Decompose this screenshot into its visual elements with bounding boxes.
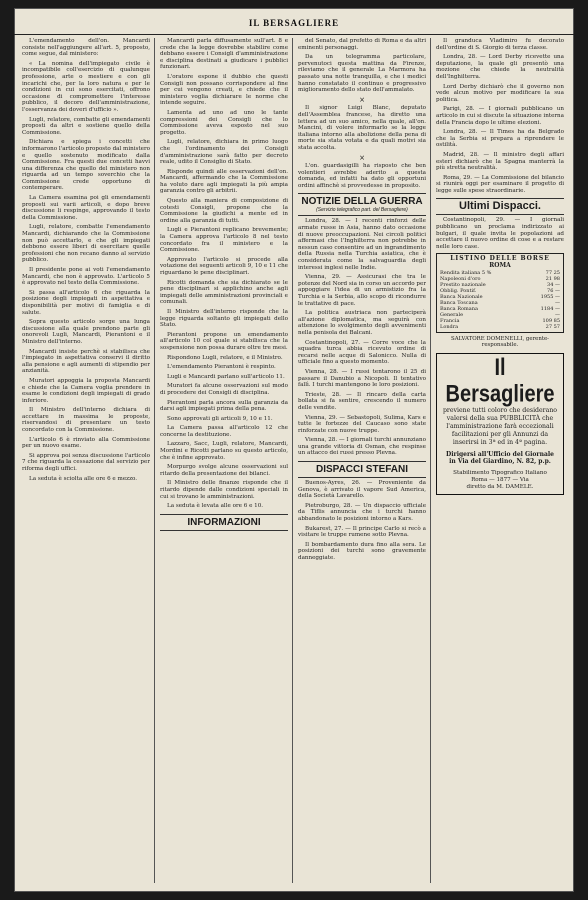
- stock-name: Obblig. Pontif.: [440, 287, 477, 294]
- article-paragraph: La Camera passa all'articolo 12 che concerne la destituzione.: [160, 425, 288, 438]
- article-paragraph: Costantinopoli, 27. — Corre voce che la squadra turca abbia ricevuto ordine di recarsi nelle acque di Salonicco. Nulla di ufficiale fino a questo momento.: [298, 339, 426, 366]
- article-paragraph: Londra, 28. — Lord Derby ricevette una deputazione, la quale gli presentò una mozione che chiede la neutralità dell'Inghilterra.: [436, 54, 564, 80]
- advertisement-box: [436, 353, 564, 495]
- article-paragraph: Il Ministro dell'interno dichiara di accettare in massima le proposte, riservandosi di presentare un testo concordato con la Commissione.: [22, 407, 150, 434]
- article-paragraph: Lugli e Pierantoni replicano brevemente; la Camera approva l'articolo 8 nel testo concordato fra il ministero e la Commissione.: [160, 227, 288, 254]
- article-paragraph: Pierantoni propone un emendamento all'articolo 10 col quale si stabilisca che la sospensione non possa durare oltre tre mesi.: [160, 331, 288, 351]
- article-paragraph: La Camera esamina poi gli emendamenti proposti sui varii articoli, e dopo breve discussione li respinge, approvando il testo della Commissione.: [22, 195, 150, 221]
- separator-cross: ×: [359, 95, 365, 104]
- article-paragraph: Pietroburgo, 28. — Un dispaccio ufficiale da Tiflis annuncia che i turchi hanno abbandonato le posizioni intorno a Kars.: [298, 502, 426, 523]
- article-paragraph: « La nomina dell'impiegato civile è incompatibile coll'esercizio di qualunque professione, arte o mestiere e con gli incarichi che, per la loro natura e per le condizioni in cui sono esercitati, offrono occasione di compromettere l'interesse pubblico, il decoro dell'amministrazione, l'osservanza dei doveri d'ufficio ».: [22, 60, 150, 113]
- article-paragraph: L'emendamento Pierantoni è respinto.: [167, 364, 276, 371]
- article-paragraph: L'on. guardasigilli ha risposto che ben volentieri avrebbe aderito a questa domanda, ed infatti ha dato gli opportuni ordini affinchè si provvedesse in proposito.: [298, 163, 426, 189]
- article-paragraph: Lazzaro, Sacc, Lugli, relatore, Mancardi, Mordini e Ricotti parlano su questo articolo, che è infine approvato.: [160, 441, 288, 461]
- article-paragraph: Mancardi insiste perchè si stabilisca che l'impiegato in aspettativa conservi il diritto alla pensione e agli aumenti di stipendio per anzianità.: [22, 348, 150, 375]
- article-paragraph: Vienna, 29. — Sebastopoli, Sulima, Kars e tutte le fortezze del Caucaso sono state rinforzate con nuove truppe.: [298, 414, 426, 434]
- article-paragraph: Lugli, relatore, dichiara in primo luogo che l'ordinamento dei Consigli d'amministrazione sarà fatto per decreto reale, udito il Consiglio di Stato.: [160, 139, 288, 166]
- article-paragraph: Il signor Luigi Blanc, deputato dell'Assemblea francese, ha diretto una lettera ad un suo amico, nella quale, all'on. Mancini, di volere informarlo se la legge italiana intorno alla abolizione della pena di morte sia stata votata e da quali motivi sia stata accolta.: [298, 105, 426, 151]
- article-paragraph: Madrid, 28. — Il ministro degli affari esteri dichiarò che la Spagna manterrà la più stretta neutralità.: [436, 151, 564, 172]
- article-paragraph: Muratori appoggia la proposta Mancardi e chiede che la Camera voglia prendere in esame le condizioni degli impiegati di grado inferiore.: [22, 377, 150, 404]
- article-paragraph: Londra, 28. — I recenti rinforzi delle armate russe in Asia, hanno dato occasione di nuove preoccupazioni. Nei circoli politici affermasi che l'Inghilterra non potrebbe in nessun caso consentire ad un ingrandimento della Russia nella Turchia asiatica, che è considerata come la salvaguardia degli interessi inglesi nelle Indie.: [298, 218, 426, 271]
- ad-line: valersi della sua PUBBLICITÀ che: [446, 414, 554, 422]
- article-paragraph: Lugli e Mancardi parlano sull'articolo 11.: [167, 373, 285, 380]
- article-paragraph: Sopra questo articolo sorge una lunga discussione alla quale prendono parte gli onorevoli Lugli, Mancardi, Pierantoni e il Ministro dell'interno.: [22, 319, 150, 345]
- article-paragraph: Vienna, 28. — I giornali turchi annunziano una grande vittoria di Osman, che respinse un attacco dei russi presso Plevna.: [298, 437, 426, 457]
- stock-table: [440, 270, 560, 330]
- gerente-signature: SALVATORE DOMENELLI, gerente-responsabile.: [451, 335, 549, 349]
- column-rule: [430, 38, 431, 883]
- article-paragraph: Dichiara e spiega i concetti che informarono l'articolo proposto dal ministero e quello sostenuto modificato dalla Commissione. Fra questi due concetti havvi una differenza che quello del ministero non riguarda ad un tempo soverchio che la Commissione crede opportuno di contemperare.: [22, 139, 150, 192]
- article-paragraph: Sono approvati gli articoli 9, 10 e 11.: [167, 415, 273, 422]
- article-paragraph: Approvato l'articolo si procede alla votazione dei seguenti articoli 9, 10 e 11 che riguardano le pene disciplinari.: [160, 256, 288, 276]
- article-paragraph: del Senato, dal prefetto di Roma e da altri eminenti personaggi.: [298, 38, 426, 51]
- stock-value: 1184 —: [540, 305, 560, 312]
- ad-line: l'amministrazione farà eccezionali: [446, 422, 554, 430]
- column-1: [22, 38, 150, 485]
- stock-name: Francia: [440, 317, 460, 324]
- stock-name: Generale: [440, 311, 464, 318]
- article-paragraph: Il granduca Vladimiro fu decorato dell'ordine di S. Giorgio di terza classe.: [436, 38, 564, 51]
- ad-line: facilitazioni per gli Annunzi da: [451, 430, 549, 438]
- stock-value: —: [555, 311, 560, 318]
- ad-line: previene tutti coloro che desiderano: [442, 406, 558, 414]
- ultimi-dispacci-text: Costantinopoli, 29. — I giornali pubblicano un proclama indirizzato ai bulgari, il quale invita le popolazioni ad accettare il nuovo ordine di cose e a restare nelle loro case.: [436, 217, 564, 250]
- stock-listing-title: LISTINO DELLE BORSE: [450, 255, 550, 263]
- war-news-heading: [298, 193, 426, 216]
- article-paragraph: La seduta è sciolta alle ore 6 e mezzo.: [29, 475, 138, 482]
- ad-dir-line: in Via del Giardino, N. 82, p.p.: [449, 458, 551, 466]
- ad-title: Il Bersagliere: [445, 354, 555, 408]
- article-paragraph: L'articolo 6 è rinviato alla Commissione per un nuovo esame.: [22, 436, 150, 450]
- article-paragraph: Bukarest, 27. — Il principe Carlo si recò a visitare le truppe rumene sotto Plevna.: [298, 525, 426, 539]
- article-paragraph: Trieste, 28. — Il rincaro della carta bollata si fa sentire, crescendo il numero delle vendite.: [298, 391, 426, 411]
- war-news-title: NOTIZIE DELLA GUERRA: [301, 196, 423, 208]
- stock-name: Prestito nazionale: [440, 281, 486, 288]
- ad-dir-line: Dirigersi all'Ufficio del Giornale: [446, 450, 554, 458]
- ad-printer: [440, 470, 560, 491]
- stock-value: 109 85: [542, 317, 560, 324]
- article-paragraph: Si approva poi senza discussione l'articolo 7 che riguarda la cessazione dal servizio per riforma degli uffici.: [22, 452, 150, 473]
- informazioni-heading: INFORMAZIONI: [160, 514, 288, 531]
- war-news-subtitle: (Servizio telegrafico part. del Bersagliere): [316, 207, 408, 214]
- article-paragraph: Lugli, relatore, combatte l'emendamento Mancardi, dichiarando che la Commissione non può accettarlo, e che gli impiegati debbono essere liberi di esercitare quelle professioni che non recano danno al servizio pubblico.: [22, 224, 150, 264]
- article-paragraph: La politica austriaca non parteciperà all'azione diplomatica, ma seguirà con attenzione lo svolgimento degli avvenimenti nella penisola dei Balcani.: [298, 310, 426, 336]
- stock-name: Napoleoni d'oro: [440, 275, 481, 282]
- article-paragraph: Londra, 28. — Il Times ha da Belgrado che la Serbia si prepara a riprendere le ostilità.: [436, 129, 564, 149]
- ad-body: [440, 407, 560, 447]
- article-paragraph: Mancardi parla diffusamente sull'art. 8 e crede che la legge dovrebbe stabilire come debbano essere i Consigli d'amministrazione e disciplina destinati a giudicare i pubblici funzionari.: [160, 38, 288, 71]
- stock-listing-city: ROMA: [489, 262, 511, 270]
- article-paragraph: Morpurgo svolge alcune osservazioni sul ritardo della presentazione dei bilanci.: [160, 464, 288, 477]
- article-paragraph: Lugli, relatore, combatte gli emendamenti proposti da altri e sostiene quello della Commissione.: [22, 116, 150, 136]
- article-paragraph: Il bombardamento dura fino alla sera. Le posizioni dei turchi sono gravemente danneggiate.: [298, 541, 426, 561]
- column-2: [160, 38, 288, 533]
- article-paragraph: La seduta è levata alle ore 6 e 10.: [167, 503, 264, 510]
- ad-directions: [440, 451, 560, 466]
- stock-name: Rendita italiana 5 %: [440, 269, 492, 276]
- stock-listing-box: [436, 253, 564, 332]
- column-rule: [292, 38, 293, 883]
- separator-cross: ×: [359, 153, 365, 162]
- stock-name: Londra: [440, 323, 459, 330]
- ad-print-line: Roma — 1877 — Via: [471, 476, 529, 483]
- article-paragraph: Il presidente pone ai voti l'emendamento Mancardi, che non è approvato. L'articolo 5 è approvato nel testo della Commissione.: [22, 267, 150, 287]
- article-paragraph: Il Ministro delle finanze risponde che il ritardo dipende dalle condizioni speciali in cui si trovano le amministrazioni.: [160, 480, 288, 500]
- ultimi-dispacci-heading: Ultimi Dispacci.: [436, 198, 564, 215]
- stock-value: 1955 —: [540, 293, 560, 300]
- article-paragraph: L'emendamento dell'on. Mancardi consiste nell'aggiungere all'art. 5, proposto, come segue, dal ministero:: [22, 38, 150, 58]
- ad-line: inserirsi in 3ª ed in 4ª pagina.: [452, 438, 548, 446]
- stock-name: Banca Toscana: [440, 299, 478, 306]
- stock-name: Banca Nazionale: [440, 293, 483, 300]
- article-paragraph: L'oratore espone il dubbio che questi Consigli non possano corrispondere al fine per cui vengono creati, e chiede che il ministero voglia dichiarare le norme che intende seguire.: [160, 73, 288, 107]
- article-paragraph: Vienna, 29. — Assicurasi che tra le potenze del Nord sia in corso un accordo per appoggiare l'idea di un armistizio fra la Turchia e la Serbia, allo scopo di ricondurre le trattative di pace.: [298, 274, 426, 307]
- ad-print-line: Stabilimento Tipografico Italiano: [453, 469, 547, 476]
- article-paragraph: Ricotti domanda che sia dichiarato se le pene disciplinari si applichino anche agli impiegati delle amministrazioni provinciali e comunali.: [160, 279, 288, 306]
- article-paragraph: Lamenta ad uno ad uno le tante compressioni dei Consigli che lo Commissione aveva esposto nel suo progetto.: [160, 109, 288, 136]
- article-paragraph: Pierantoni parla ancora sulla garanzia da darsi agli impiegati prima della pena.: [160, 399, 288, 413]
- newspaper-page: [14, 8, 574, 892]
- column-rule: [154, 38, 155, 883]
- stock-value: 76 —: [547, 287, 560, 294]
- article-paragraph: Lord Derby dichiarò che il governo non vede alcun motivo per modificare la sua politica.: [436, 83, 564, 103]
- article-paragraph: Vienna, 28. — I russi tentarono il 25 di passare il Danubio a Nicopoli. Il tentativo fallì. I turchi mantengono le loro posizioni.: [298, 368, 426, 389]
- article-paragraph: Il Ministro dell'interno risponde che la legge riguarda soltanto gli impiegati dello Stato.: [160, 308, 288, 329]
- column-4: [436, 38, 564, 495]
- stefani-heading: DISPACCI STEFANI: [298, 461, 426, 478]
- article-paragraph: Buenos-Ayres, 26. — Proveniente da Genova, è arrivato il vapore Sud America, della Società Lavarello.: [298, 480, 426, 500]
- article-paragraph: Muratori fa alcune osservazioni sul modo di procedere dei Consigli di disciplina.: [160, 383, 288, 396]
- masthead-title: IL BERSAGLIERE: [248, 18, 340, 28]
- stock-row: [440, 324, 560, 330]
- stock-value: —: [555, 299, 560, 306]
- stock-value: 27 57: [545, 323, 560, 330]
- article-paragraph: Si passa all'articolo 6 che riguarda la posizione degli impiegati in aspettativa e disponibilità per motivi di famiglia e di salute.: [22, 289, 150, 316]
- stock-value: 21 98: [545, 275, 560, 282]
- stock-value: 77 25: [545, 269, 560, 276]
- page-header: [14, 8, 574, 35]
- ad-print-line: diretto da M. DAMELE.: [466, 483, 534, 490]
- article-paragraph: Questo alla maniera di composizione di cotesti Consigli, propone che la Commissione la giudichi a mente ed in ordine alla garanzia di tutti.: [160, 198, 288, 224]
- article-paragraph: Da un telegramma particolare, pervenutoci questa mattina da Firenze, rileviamo che il generale La Marmora ha passato una notte tranquilla, e che i medici hanno constatato il continuo e progressivo miglioramento dello stato dell'ammalato.: [298, 54, 426, 94]
- article-paragraph: Rispondono Lugli, relatore, e il Ministro.: [167, 354, 283, 361]
- article-paragraph: Risponde quindi alle osservazioni dell'on. Mancardi, affermando che la Commissione ha voluto dare agli impiegati la più ampia garanzia contro gli arbitrii.: [160, 168, 288, 195]
- stock-name: Banca Romana: [440, 305, 478, 312]
- article-paragraph: Parigi, 28. — I giornali pubblicano un articolo in cui si discute la situazione interna della Francia dopo le ultime elezioni.: [436, 106, 564, 126]
- stock-value: 34 —: [547, 281, 560, 288]
- column-3: [298, 38, 426, 565]
- article-paragraph: Roma, 29. — La Commissione del bilancio si riunirà oggi per esaminare il progetto di legge sulle spese straordinarie.: [436, 174, 564, 194]
